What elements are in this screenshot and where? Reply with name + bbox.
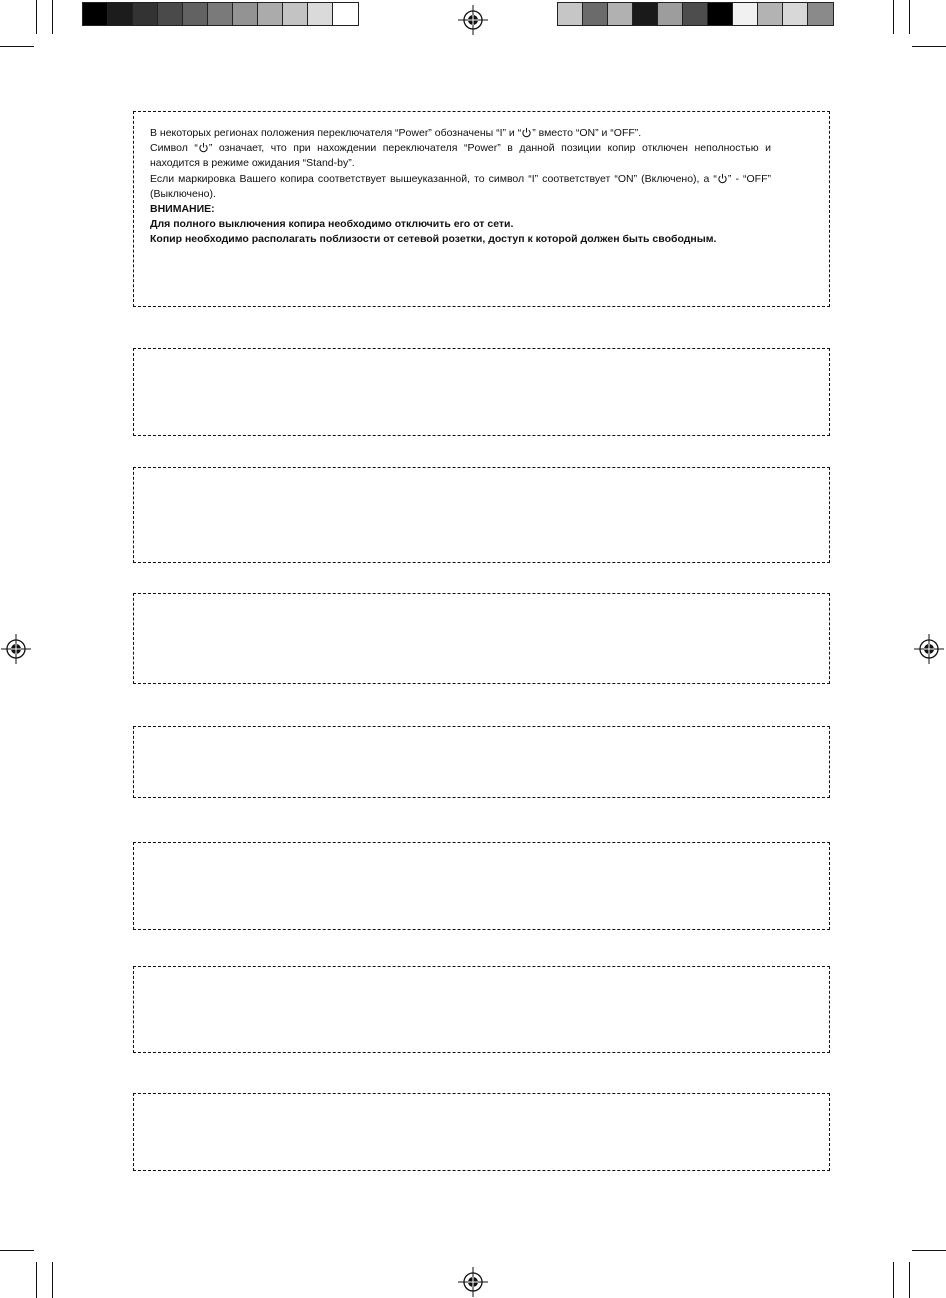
empty-notice-box	[133, 593, 830, 684]
color-bar-left	[82, 2, 359, 26]
warning-heading: ВНИМАНИЕ:	[150, 203, 215, 216]
empty-notice-box	[133, 467, 830, 563]
color-bar-right	[557, 2, 834, 26]
color-swatch	[308, 3, 333, 25]
notice-paragraph: В некоторых регионах положения переключателя “Power” обозначены “I” и “ ” вместо “ON” и “OFF”.	[150, 127, 642, 139]
color-swatch	[683, 3, 708, 25]
color-swatch	[558, 3, 583, 25]
empty-notice-box	[133, 348, 830, 436]
color-swatch	[183, 3, 208, 25]
registration-mark-icon	[914, 634, 944, 664]
color-swatch	[608, 3, 633, 25]
color-swatch	[783, 3, 808, 25]
power-symbol-icon	[717, 173, 728, 184]
warning-line: Копир необходимо располагать поблизости от сетевой розетки, доступ к которой должен быть свободным.	[150, 233, 717, 246]
color-swatch	[658, 3, 683, 25]
color-swatch	[708, 3, 733, 25]
color-swatch	[333, 3, 358, 25]
empty-notice-box	[133, 1093, 830, 1171]
registration-mark-icon	[458, 1267, 488, 1297]
power-symbol-icon	[198, 142, 209, 153]
empty-notice-box	[133, 726, 830, 798]
crop-mark	[912, 1250, 946, 1251]
color-swatch	[233, 3, 258, 25]
empty-notice-box	[133, 842, 830, 930]
color-swatch	[208, 3, 233, 25]
crop-mark	[909, 1262, 910, 1298]
registration-mark-icon	[458, 5, 488, 35]
registration-mark-icon	[1, 634, 31, 664]
color-swatch	[733, 3, 758, 25]
crop-mark	[36, 0, 37, 34]
power-switch-notice-box	[133, 111, 830, 307]
color-swatch	[283, 3, 308, 25]
warning-line: Для полного выключения копира необходимо отключить его от сети.	[150, 218, 514, 231]
color-swatch	[158, 3, 183, 25]
color-swatch	[633, 3, 658, 25]
color-swatch	[758, 3, 783, 25]
color-swatch	[133, 3, 158, 25]
crop-mark	[52, 0, 53, 34]
notice-text	[150, 126, 771, 248]
crop-mark	[52, 1262, 53, 1298]
notice-paragraph: Символ “ ” означает, что при нахождении переключателя “Power” в данной позиции копир отключен неполностью и находится в режиме ожидания “Stand-by”.	[150, 142, 771, 170]
color-swatch	[583, 3, 608, 25]
power-symbol-icon	[521, 127, 532, 138]
crop-mark	[893, 0, 894, 34]
crop-mark	[912, 46, 946, 47]
crop-mark	[909, 0, 910, 34]
color-swatch	[808, 3, 833, 25]
notice-paragraph: Если маркировка Вашего копира соответствует вышеуказанной, то символ “I” соответствует “ON” (Включено), а “ ” - “OFF” (Выключено).	[150, 172, 771, 200]
crop-mark	[0, 46, 34, 47]
color-swatch	[108, 3, 133, 25]
crop-mark	[0, 1250, 34, 1251]
crop-mark	[36, 1262, 37, 1298]
color-swatch	[258, 3, 283, 25]
empty-notice-box	[133, 966, 830, 1053]
color-swatch	[83, 3, 108, 25]
crop-mark	[893, 1262, 894, 1298]
